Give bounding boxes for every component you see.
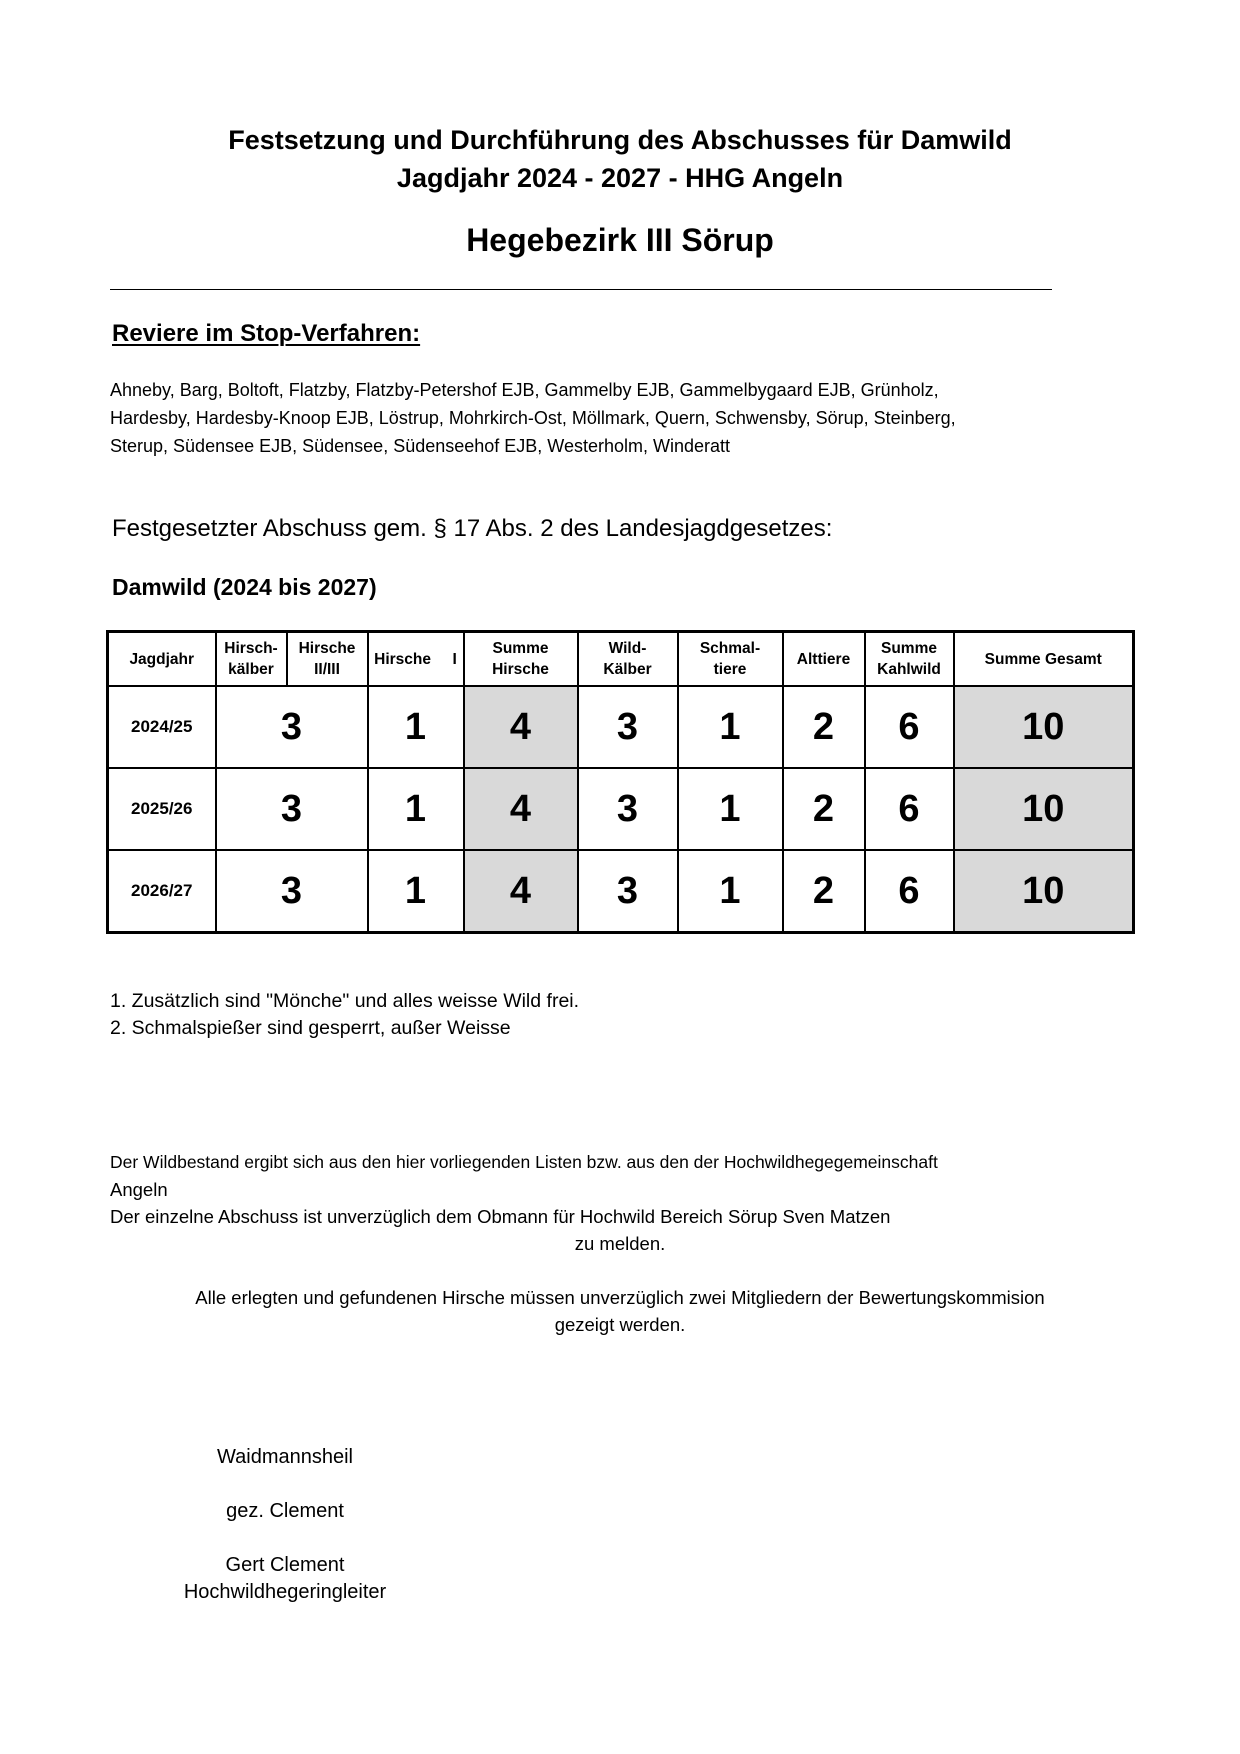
cell-summe-kahlwild: 6 bbox=[865, 686, 954, 768]
signature-signed: gez. Clement bbox=[226, 1500, 344, 1522]
cell-summe-hirsche: 4 bbox=[464, 686, 578, 768]
cell-alttiere: 2 bbox=[783, 768, 865, 850]
cell-jagdjahr: 2025/26 bbox=[108, 768, 216, 850]
table-row bbox=[108, 686, 1134, 768]
document-title: Festsetzung und Durchführung des Abschusses für Damwild bbox=[228, 125, 1012, 155]
notes-list bbox=[110, 988, 579, 1042]
header-hirsche-2-3: Hirsche II/III bbox=[287, 632, 368, 687]
cell-hirschkaelber-hirsche23: 3 bbox=[216, 768, 368, 850]
cell-alttiere: 2 bbox=[783, 686, 865, 768]
cell-hirsche-1: 1 bbox=[368, 686, 464, 768]
document-subtitle: Jagdjahr 2024 - 2027 - HHG Angeln bbox=[396, 163, 844, 193]
header-summe-gesamt: Summe Gesamt bbox=[954, 632, 1134, 687]
cell-summe-hirsche: 4 bbox=[464, 850, 578, 933]
note-item: 1. Zusätzlich sind "Mönche" und alles weisse Wild frei. bbox=[110, 990, 580, 1012]
cell-wildkaelber: 3 bbox=[578, 850, 678, 933]
cell-schmaltiere: 1 bbox=[678, 850, 783, 933]
quota-table bbox=[106, 630, 1135, 934]
cell-summe-gesamt: 10 bbox=[954, 686, 1134, 768]
district-heading: Hegebezirk III Sörup bbox=[466, 222, 774, 258]
reviere-line: Hardesby, Hardesby-Knoop EJB, Löstrup, Mohrkirch-Ost, Möllmark, Quern, Schwensby, Sörup, Steinberg, bbox=[110, 408, 956, 428]
abschuss-line2: zu melden. bbox=[574, 1233, 666, 1254]
reviere-list bbox=[110, 376, 1070, 460]
header-summe-kahlwild: Summe Kahlwild bbox=[865, 632, 954, 687]
cell-summe-gesamt: 10 bbox=[954, 768, 1134, 850]
cell-summe-hirsche: 4 bbox=[464, 768, 578, 850]
header-schmaltiere: Schmal- tiere bbox=[678, 632, 783, 687]
cell-schmaltiere: 1 bbox=[678, 768, 783, 850]
cell-wildkaelber: 3 bbox=[578, 686, 678, 768]
legal-basis: Festgesetzter Abschuss gem. § 17 Abs. 2 des Landesjagdgesetzes: bbox=[112, 515, 833, 542]
cell-jagdjahr: 2026/27 bbox=[108, 850, 216, 933]
header-hirschkaelber: Hirsch- kälber bbox=[216, 632, 287, 687]
signature-role: Hochwildhegeringleiter bbox=[183, 1581, 387, 1603]
reviere-heading: Reviere im Stop-Verfahren: bbox=[112, 320, 421, 347]
header-jagdjahr: Jagdjahr bbox=[108, 632, 216, 687]
wildbestand-line1: Der Wildbestand ergibt sich aus den hier vorliegenden Listen bzw. aus den der Hochwildhegegemeinschaft bbox=[110, 1152, 938, 1172]
header-hirsche-1: Hirsche I bbox=[368, 632, 464, 687]
header-summe-hirsche: Summe Hirsche bbox=[464, 632, 578, 687]
cell-alttiere: 2 bbox=[783, 850, 865, 933]
header-wildkaelber: Wild- Kälber bbox=[578, 632, 678, 687]
abschuss-line1: Der einzelne Abschuss ist unverzüglich dem Obmann für Hochwild Bereich Sörup Sven Matzen bbox=[110, 1206, 891, 1227]
cell-hirschkaelber-hirsche23: 3 bbox=[216, 686, 368, 768]
reviere-line: Ahneby, Barg, Boltoft, Flatzby, Flatzby-Petershof EJB, Gammelby EJB, Gammelbygaard EJB, Grünholz, bbox=[110, 380, 939, 400]
horizontal-rule bbox=[110, 289, 1052, 290]
cell-jagdjahr: 2024/25 bbox=[108, 686, 216, 768]
cell-hirsche-1: 1 bbox=[368, 850, 464, 933]
cell-summe-kahlwild: 6 bbox=[865, 850, 954, 933]
hirsche-line1: Alle erlegten und gefundenen Hirsche müssen unverzüglich zwei Mitgliedern der Bewertungskommision bbox=[195, 1287, 1045, 1308]
cell-summe-kahlwild: 6 bbox=[865, 768, 954, 850]
table-row bbox=[108, 768, 1134, 850]
cell-hirschkaelber-hirsche23: 3 bbox=[216, 850, 368, 933]
signature-greeting: Waidmannsheil bbox=[217, 1446, 353, 1468]
wildbestand-line2: Angeln bbox=[110, 1179, 168, 1200]
header-alttiere: Alttiere bbox=[783, 632, 865, 687]
cell-hirsche-1: 1 bbox=[368, 768, 464, 850]
cell-summe-gesamt: 10 bbox=[954, 850, 1134, 933]
cell-schmaltiere: 1 bbox=[678, 686, 783, 768]
table-title: Damwild (2024 bis 2027) bbox=[112, 574, 377, 600]
table-row bbox=[108, 850, 1134, 933]
cell-wildkaelber: 3 bbox=[578, 768, 678, 850]
hirsche-line2: gezeigt werden. bbox=[554, 1314, 686, 1335]
reviere-line: Sterup, Südensee EJB, Südensee, Südenseehof EJB, Westerholm, Winderatt bbox=[110, 436, 731, 456]
table-header-row bbox=[108, 632, 1134, 687]
signature-name: Gert Clement bbox=[225, 1554, 345, 1576]
note-item: 2. Schmalspießer sind gesperrt, außer Weisse bbox=[110, 1017, 511, 1039]
